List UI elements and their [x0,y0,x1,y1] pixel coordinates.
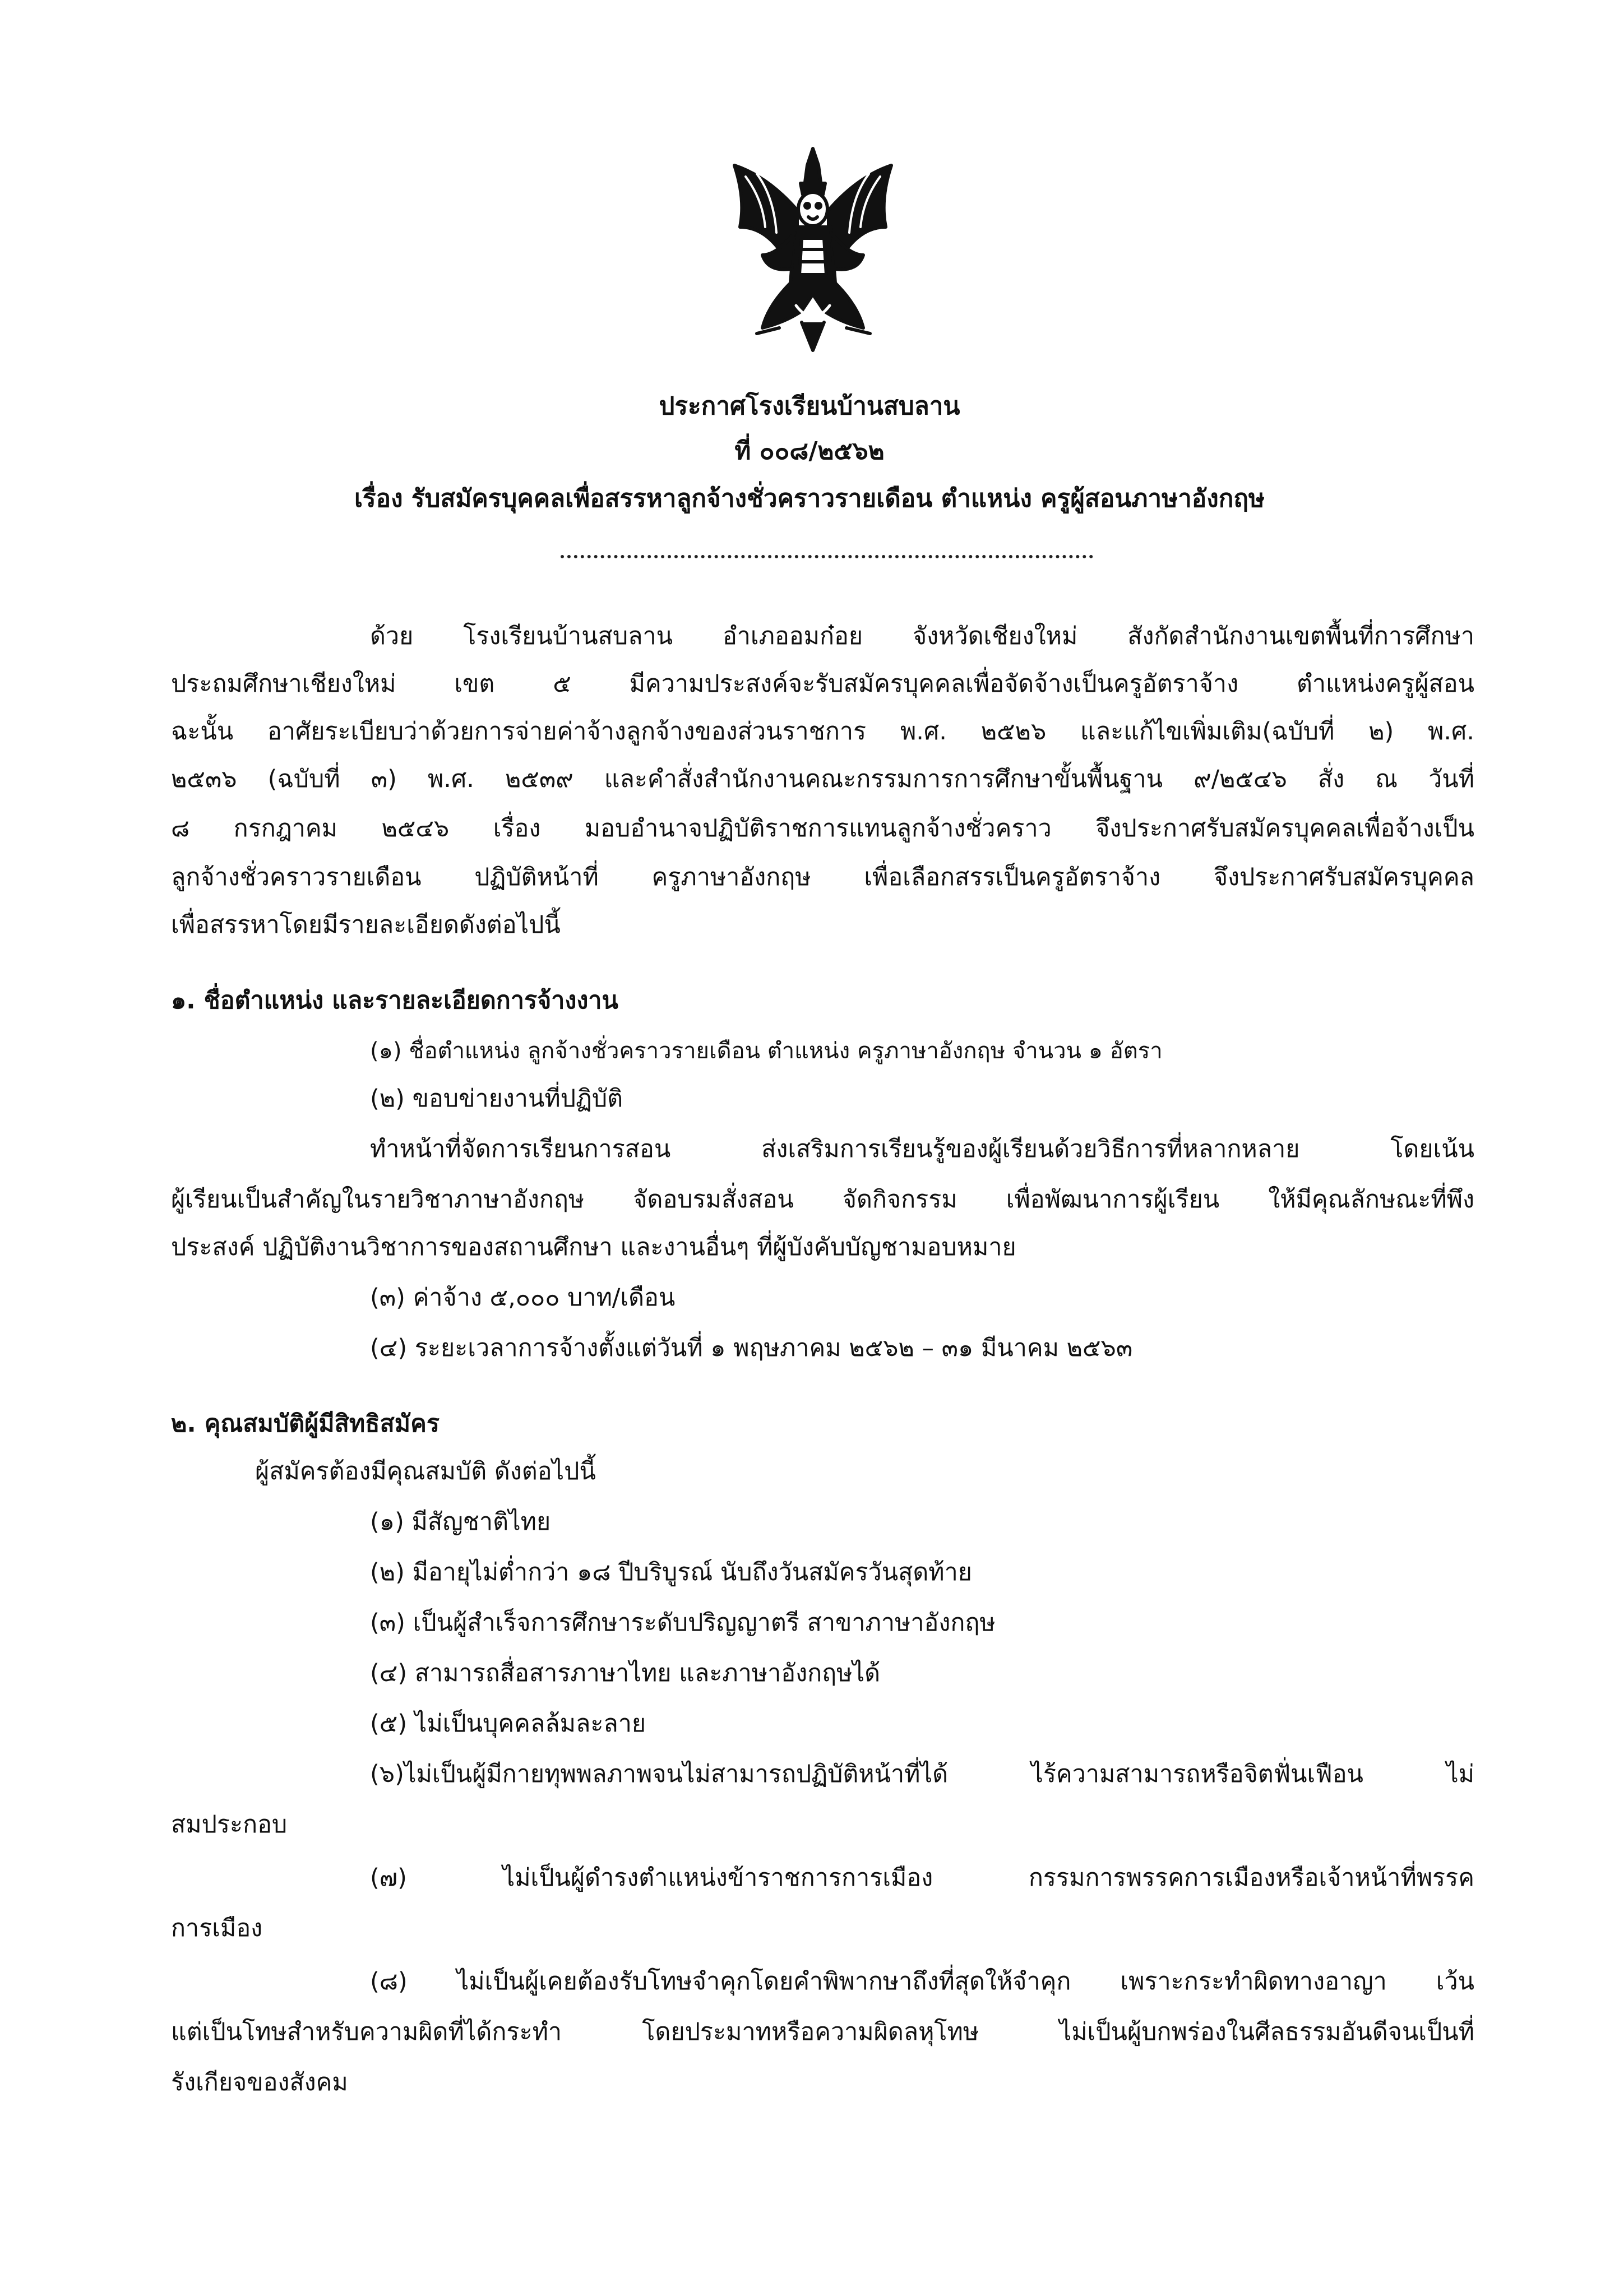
intro-line: ๘ กรกฎาคม ๒๕๔๖ เรื่อง มอบอำนาจปฏิบัติราชการแทนลูกจ้างชั่วคราว จึงประกาศรับสมัครบุคคลเพื่อจ้างเป็น [171,814,1474,843]
intro-line: ประถมศึกษาเชียงใหม่ เขต ๕ มีความประสงค์จะรับสมัครบุคคลเพื่อจัดจ้างเป็นครูอัตราจ้าง ตำแหน่งครูผู้สอน [171,670,1474,698]
intro-line: ฉะนั้น อาศัยระเบียบว่าด้วยการจ่ายค่าจ้างลูกจ้างของส่วนราชการ พ.ศ. ๒๕๒๖ และแก้ไขเพิ่มเติม(ฉบับที่ ๒) พ.ศ. [171,718,1474,746]
section-1-item-4: (๔) ระยะเวลาการจ้างตั้งแต่วันที่ ๑ พฤษภาคม ๒๕๖๒ – ๓๑ มีนาคม ๒๕๖๓ [370,1334,1133,1362]
announcement-number: ที่ ๐๐๘/๒๕๖๒ [734,437,885,465]
section-2-lead: ผู้สมัครต้องมีคุณสมบัติ ดังต่อไปนี้ [255,1457,596,1485]
qualification-item: (๔) สามารถสื่อสารภาษาไทย และภาษาอังกฤษได้ [370,1659,881,1687]
qualification-item: (๓) เป็นผู้สำเร็จการศึกษาระดับปริญญาตรี สาขาภาษาอังกฤษ [370,1609,996,1637]
section-1-heading: ๑. ชื่อตำแหน่ง และรายละเอียดการจ้างงาน [171,987,618,1015]
announcement-subject: เรื่อง รับสมัครบุคคลเพื่อสรรหาลูกจ้างชั่วคราวรายเดือน ตำแหน่ง ครูผู้สอนภาษาอังกฤษ [354,484,1265,513]
duties-line: ผู้เรียนเป็นสำคัญในรายวิชาภาษาอังกฤษ จัดอบรมสั่งสอน จัดกิจกรรม เพื่อพัฒนาการผู้เรียน ให้มีคุณลักษณะที่พึง [171,1186,1474,1214]
dotted-divider [561,555,1093,558]
section-1-item-2: (๒) ขอบข่ายงานที่ปฏิบัติ [370,1085,623,1113]
duties-line: ประสงค์ ปฏิบัติงานวิชาการของสถานศึกษา และงานอื่นๆ ที่ผู้บังคับบัญชามอบหมาย [171,1233,1016,1261]
qualification-item-6-cont: สมประกอบ [171,1811,288,1839]
duties-line: ทำหน้าที่จัดการเรียนการสอน ส่งเสริมการเรียนรู้ของผู้เรียนด้วยวิธีการที่หลากหลาย โดยเน้น [370,1135,1474,1163]
qualification-item-8-cont: แต่เป็นโทษสำหรับความผิดที่ได้กระทำ โดยประมาทหรือความผิดลหุโทษ ไม่เป็นผู้บกพร่องในศีลธรรมอันดีจนเป็นที่ [171,2018,1474,2046]
qualification-item-6: (๖)ไม่เป็นผู้มีกายทุพพลภาพจนไม่สามารถปฏิบัติหน้าที่ได้ ไร้ความสามารถหรือจิตฟั่นเฟือน ไม่ [370,1760,1474,1788]
qualification-item: (๕) ไม่เป็นบุคคลล้มละลาย [370,1710,646,1738]
intro-line: ด้วย โรงเรียนบ้านสบลาน อำเภออมก๋อย จังหวัดเชียงใหม่ สังกัดสำนักงานเขตพื้นที่การศึกษา [370,622,1474,650]
garuda-emblem-icon [723,143,903,356]
intro-line: เพื่อสรรหาโดยมีรายละเอียดดังต่อไปนี้ [171,911,561,939]
qualification-item-8: (๘) ไม่เป็นผู้เคยต้องรับโทษจำคุกโดยคำพิพากษาถึงที่สุดให้จำคุก เพราะกระทำผิดทางอาญา เว้น [370,1968,1474,1996]
intro-line: ๒๕๓๖ (ฉบับที่ ๓) พ.ศ. ๒๕๓๙ และคำสั่งสำนักงานคณะกรรมการการศึกษาขั้นพื้นฐาน ๙/๒๕๔๖ สั่ง ณ วันที่ [171,765,1474,793]
announcement-title: ประกาศโรงเรียนบ้านสบลาน [659,392,960,420]
section-1-item-3: (๓) ค่าจ้าง ๕,๐๐๐ บาท/เดือน [370,1284,676,1312]
qualification-item-7: (๗) ไม่เป็นผู้ดำรงตำแหน่งข้าราชการการเมือง กรรมการพรรคการเมืองหรือเจ้าหน้าที่พรรค [370,1864,1474,1892]
qualification-item-7-cont: การเมือง [171,1914,263,1942]
qualification-item: (๑) มีสัญชาติไทย [370,1508,551,1536]
section-2-heading: ๒. คุณสมบัติผู้มีสิทธิสมัคร [171,1410,440,1438]
section-1-item-1: (๑) ชื่อตำแหน่ง ลูกจ้างชั่วคราวรายเดือน ตำแหน่ง ครูภาษาอังกฤษ จำนวน ๑ อัตรา [370,1038,1163,1064]
qualification-item: (๒) มีอายุไม่ต่ำกว่า ๑๘ ปีบริบูรณ์ นับถึงวันสมัครวันสุดท้าย [370,1558,972,1586]
qualification-item-8-cont: รังเกียจของสังคม [171,2068,348,2096]
intro-line: ลูกจ้างชั่วคราวรายเดือน ปฏิบัติหน้าที่ ครูภาษาอังกฤษ เพื่อเลือกสรรเป็นครูอัตราจ้าง จึงประกาศรับสมัครบุคคล [171,863,1474,891]
